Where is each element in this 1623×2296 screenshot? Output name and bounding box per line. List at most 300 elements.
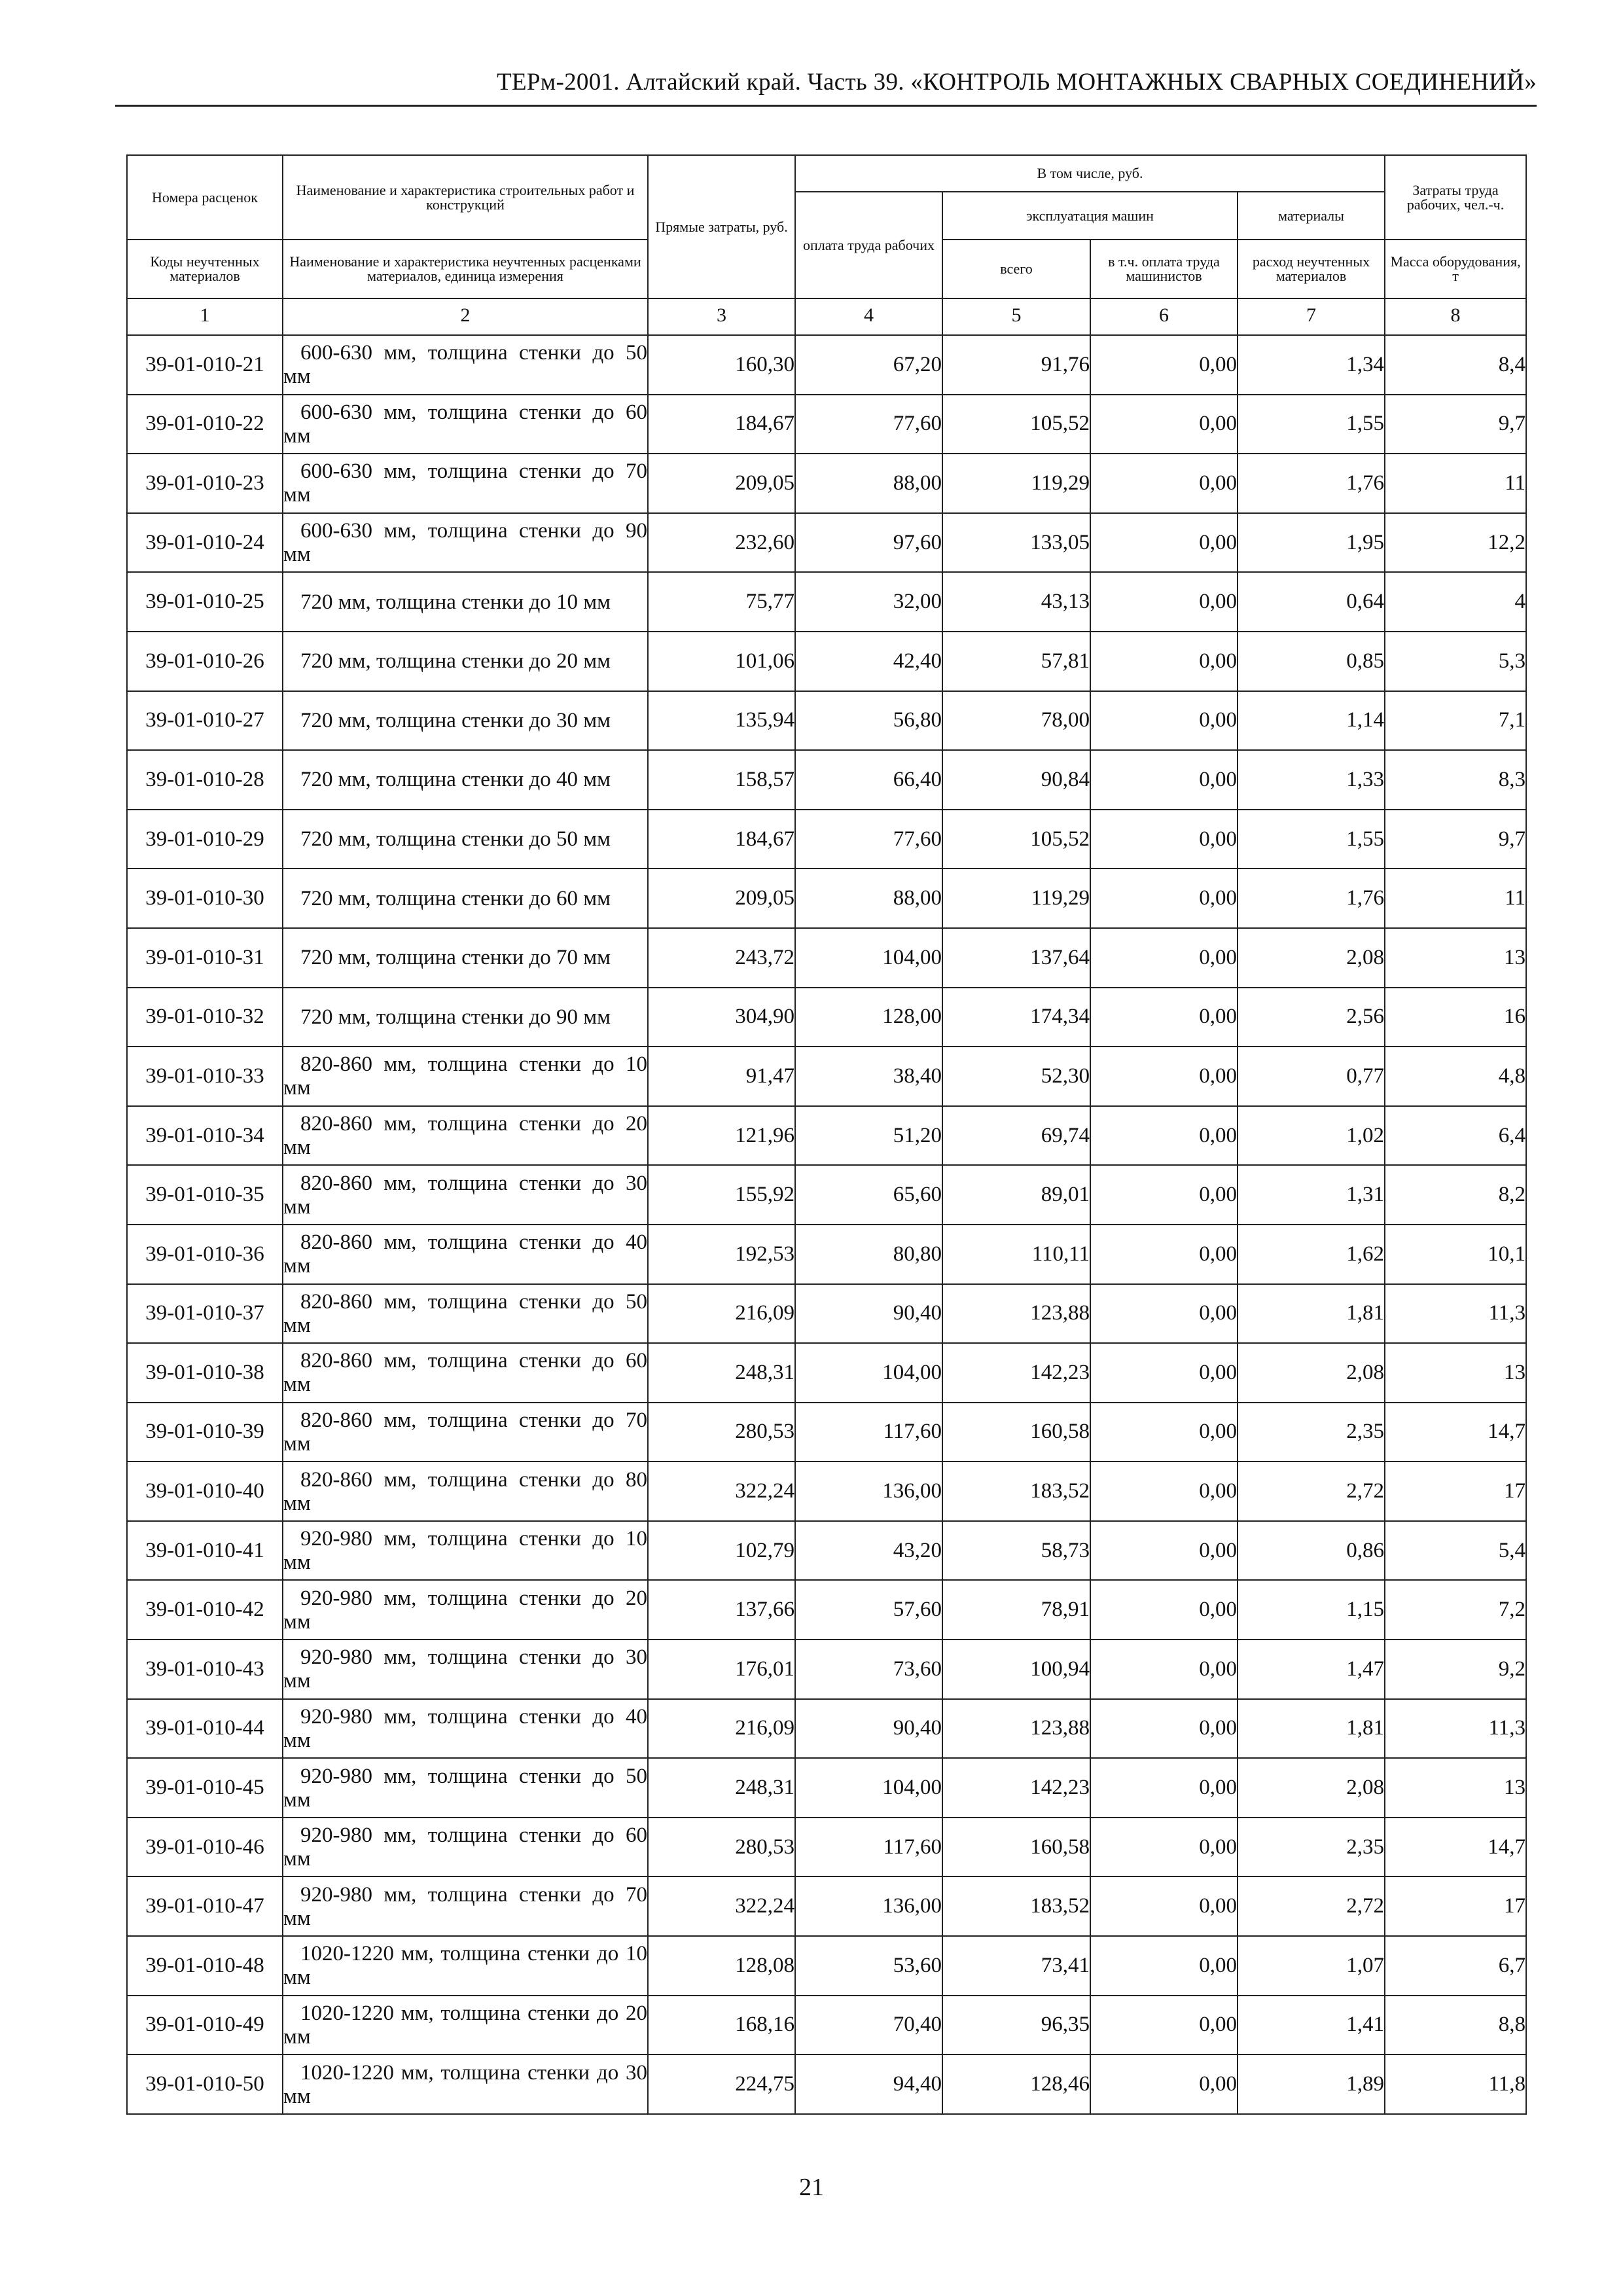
machines-total-cell: 69,74 <box>942 1106 1090 1166</box>
work-description-text: 720 мм, толщина стенки до 90 мм <box>300 1005 611 1029</box>
materials-cell: 1,31 <box>1238 1165 1385 1225</box>
machines-total-cell: 57,81 <box>942 632 1090 691</box>
operators-pay-cell: 0,00 <box>1090 632 1238 691</box>
machines-total-cell: 174,34 <box>942 988 1090 1047</box>
materials-cell: 1,81 <box>1238 1284 1385 1344</box>
table-row <box>127 335 1526 395</box>
labor-pay-cell: 136,00 <box>795 1462 942 1521</box>
labor-hours-cell: 13 <box>1385 1343 1526 1403</box>
materials-cell: 2,08 <box>1238 1758 1385 1818</box>
machines-total-cell: 119,29 <box>942 869 1090 928</box>
machines-total-cell: 183,52 <box>942 1462 1090 1521</box>
labor-pay-cell: 104,00 <box>795 928 942 988</box>
materials-cell: 2,35 <box>1238 1818 1385 1877</box>
labor-pay-cell: 94,40 <box>795 2054 942 2114</box>
work-description-text: 820-860 мм, толщина стенки до 50 мм <box>283 1289 647 1337</box>
work-description-text: 820-860 мм, толщина стенки до 20 мм <box>283 1112 647 1160</box>
work-description-text: 720 мм, толщина стенки до 70 мм <box>300 946 611 970</box>
labor-pay-cell: 43,20 <box>795 1521 942 1581</box>
rate-code-cell: 39-01-010-38 <box>127 1343 283 1403</box>
work-description-text: 720 мм, толщина стенки до 40 мм <box>300 768 611 792</box>
header-labor-pay: оплата труда рабочих <box>795 192 942 298</box>
labor-hours-cell: 8,8 <box>1385 1996 1526 2055</box>
machines-total-cell: 142,23 <box>942 1758 1090 1818</box>
rate-code-cell: 39-01-010-45 <box>127 1758 283 1818</box>
materials-cell: 0,85 <box>1238 632 1385 691</box>
header-including: В том числе, руб. <box>795 155 1385 192</box>
work-description-text: 720 мм, толщина стенки до 50 мм <box>300 827 611 852</box>
direct-costs-cell: 121,96 <box>648 1106 795 1166</box>
header-labor-costs: Затраты труда рабочих, чел.-ч. <box>1385 155 1526 240</box>
direct-costs-cell: 168,16 <box>648 1996 795 2055</box>
labor-pay-cell: 56,80 <box>795 691 942 751</box>
materials-cell: 0,77 <box>1238 1047 1385 1106</box>
table-row <box>127 750 1526 810</box>
header-work-name: Наименование и характеристика строительных работ и конструкций <box>283 155 648 240</box>
work-description-cell <box>283 335 648 395</box>
direct-costs-cell: 176,01 <box>648 1640 795 1699</box>
table-row <box>127 1936 1526 1996</box>
work-description-cell <box>283 1462 648 1521</box>
operators-pay-cell: 0,00 <box>1090 750 1238 810</box>
materials-cell: 2,72 <box>1238 1462 1385 1521</box>
rate-code-cell: 39-01-010-40 <box>127 1462 283 1521</box>
work-description-cell <box>283 1640 648 1699</box>
table-row <box>127 395 1526 454</box>
table-row <box>127 1876 1526 1936</box>
table-row <box>127 1758 1526 1818</box>
work-description-cell <box>283 572 648 632</box>
work-description-text: 600-630 мм, толщина стенки до 70 мм <box>283 459 647 507</box>
table-header <box>127 155 1526 335</box>
table-row <box>127 454 1526 513</box>
materials-cell: 1,62 <box>1238 1225 1385 1284</box>
work-description-text: 600-630 мм, толщина стенки до 50 мм <box>283 341 647 389</box>
labor-hours-cell: 9,7 <box>1385 810 1526 869</box>
direct-costs-cell: 160,30 <box>648 335 795 395</box>
direct-costs-cell: 322,24 <box>648 1462 795 1521</box>
header-rate-numbers: Номера расценок <box>127 155 283 240</box>
materials-cell: 1,76 <box>1238 869 1385 928</box>
operators-pay-cell: 0,00 <box>1090 2054 1238 2114</box>
labor-pay-cell: 90,40 <box>795 1699 942 1759</box>
work-description-cell <box>283 1403 648 1462</box>
operators-pay-cell: 0,00 <box>1090 1462 1238 1521</box>
table-body <box>127 335 1526 2114</box>
labor-pay-cell: 57,60 <box>795 1580 942 1640</box>
direct-costs-cell: 184,67 <box>648 395 795 454</box>
labor-pay-cell: 104,00 <box>795 1343 942 1403</box>
labor-hours-cell: 6,4 <box>1385 1106 1526 1166</box>
table-row <box>127 1284 1526 1344</box>
labor-hours-cell: 17 <box>1385 1462 1526 1521</box>
rate-code-cell: 39-01-010-46 <box>127 1818 283 1877</box>
table-row <box>127 1403 1526 1462</box>
work-description-cell <box>283 1876 648 1936</box>
direct-costs-cell: 232,60 <box>648 513 795 573</box>
labor-hours-cell: 16 <box>1385 988 1526 1047</box>
labor-hours-cell: 14,7 <box>1385 1818 1526 1877</box>
operators-pay-cell: 0,00 <box>1090 1876 1238 1936</box>
work-description-text: 920-980 мм, толщина стенки до 30 мм <box>283 1645 647 1693</box>
table-row <box>127 1580 1526 1640</box>
labor-pay-cell: 80,80 <box>795 1225 942 1284</box>
machines-total-cell: 78,91 <box>942 1580 1090 1640</box>
labor-pay-cell: 128,00 <box>795 988 942 1047</box>
work-description-cell <box>283 1758 648 1818</box>
labor-pay-cell: 77,60 <box>795 810 942 869</box>
header-divider <box>115 105 1537 107</box>
machines-total-cell: 142,23 <box>942 1343 1090 1403</box>
labor-pay-cell: 42,40 <box>795 632 942 691</box>
labor-hours-cell: 4,8 <box>1385 1047 1526 1106</box>
work-description-text: 600-630 мм, толщина стенки до 90 мм <box>283 519 647 567</box>
direct-costs-cell: 322,24 <box>648 1876 795 1936</box>
materials-cell: 1,55 <box>1238 810 1385 869</box>
direct-costs-cell: 135,94 <box>648 691 795 751</box>
materials-cell: 1,15 <box>1238 1580 1385 1640</box>
labor-hours-cell: 7,1 <box>1385 691 1526 751</box>
work-description-cell <box>283 1165 648 1225</box>
work-description-cell <box>283 869 648 928</box>
work-description-cell <box>283 1047 648 1106</box>
rate-code-cell: 39-01-010-34 <box>127 1106 283 1166</box>
labor-hours-cell: 13 <box>1385 1758 1526 1818</box>
labor-pay-cell: 38,40 <box>795 1047 942 1106</box>
labor-pay-cell: 117,60 <box>795 1818 942 1877</box>
work-description-cell <box>283 810 648 869</box>
labor-hours-cell: 14,7 <box>1385 1403 1526 1462</box>
labor-pay-cell: 70,40 <box>795 1996 942 2055</box>
header-direct-costs: Прямые затраты, руб. <box>648 155 795 298</box>
rate-code-cell: 39-01-010-44 <box>127 1699 283 1759</box>
rate-code-cell: 39-01-010-49 <box>127 1996 283 2055</box>
labor-hours-cell: 11,8 <box>1385 2054 1526 2114</box>
direct-costs-cell: 75,77 <box>648 572 795 632</box>
operators-pay-cell: 0,00 <box>1090 1818 1238 1877</box>
work-description-cell <box>283 454 648 513</box>
work-description-cell <box>283 928 648 988</box>
work-description-text: 920-980 мм, толщина стенки до 40 мм <box>283 1704 647 1752</box>
work-description-cell <box>283 513 648 573</box>
labor-pay-cell: 32,00 <box>795 572 942 632</box>
work-description-cell <box>283 1699 648 1759</box>
header-machine-operators: в т.ч. оплата труда машинистов <box>1090 240 1238 298</box>
materials-cell: 1,02 <box>1238 1106 1385 1166</box>
column-number: 2 <box>283 298 648 335</box>
work-description-text: 820-860 мм, толщина стенки до 80 мм <box>283 1467 647 1515</box>
rate-code-cell: 39-01-010-35 <box>127 1165 283 1225</box>
table-row <box>127 2054 1526 2114</box>
header-material-name: Наименование и характеристика неучтенных расценками материалов, единица измерения <box>283 240 648 298</box>
work-description-cell <box>283 691 648 751</box>
machines-total-cell: 123,88 <box>942 1284 1090 1344</box>
machines-total-cell: 58,73 <box>942 1521 1090 1581</box>
work-description-cell <box>283 1284 648 1344</box>
work-description-text: 1020-1220 мм, толщина стенки до 20 мм <box>283 2001 647 2049</box>
header-equipment-mass: Масса оборудования, т <box>1385 240 1526 298</box>
work-description-text: 1020-1220 мм, толщина стенки до 30 мм <box>283 2060 647 2108</box>
materials-cell: 1,14 <box>1238 691 1385 751</box>
direct-costs-cell: 248,31 <box>648 1343 795 1403</box>
table-row <box>127 1225 1526 1284</box>
table-row <box>127 1521 1526 1581</box>
header-materials-consumption: расход неучтенных материалов <box>1238 240 1385 298</box>
direct-costs-cell: 304,90 <box>648 988 795 1047</box>
table-row <box>127 1462 1526 1521</box>
machines-total-cell: 89,01 <box>942 1165 1090 1225</box>
labor-hours-cell: 17 <box>1385 1876 1526 1936</box>
operators-pay-cell: 0,00 <box>1090 335 1238 395</box>
machines-total-cell: 78,00 <box>942 691 1090 751</box>
operators-pay-cell: 0,00 <box>1090 1580 1238 1640</box>
work-description-text: 820-860 мм, толщина стенки до 30 мм <box>283 1171 647 1219</box>
column-number: 5 <box>942 298 1090 335</box>
work-description-text: 920-980 мм, толщина стенки до 20 мм <box>283 1586 647 1634</box>
table-row <box>127 1640 1526 1699</box>
operators-pay-cell: 0,00 <box>1090 869 1238 928</box>
work-description-text: 720 мм, толщина стенки до 10 мм <box>300 590 611 614</box>
labor-pay-cell: 53,60 <box>795 1936 942 1996</box>
table-row <box>127 1106 1526 1166</box>
materials-cell: 2,08 <box>1238 928 1385 988</box>
direct-costs-cell: 216,09 <box>648 1699 795 1759</box>
table-row <box>127 810 1526 869</box>
table-row <box>127 1343 1526 1403</box>
direct-costs-cell: 184,67 <box>648 810 795 869</box>
rate-code-cell: 39-01-010-26 <box>127 632 283 691</box>
labor-hours-cell: 9,7 <box>1385 395 1526 454</box>
rate-code-cell: 39-01-010-24 <box>127 513 283 573</box>
labor-hours-cell: 5,4 <box>1385 1521 1526 1581</box>
labor-pay-cell: 88,00 <box>795 869 942 928</box>
rate-code-cell: 39-01-010-41 <box>127 1521 283 1581</box>
work-description-cell <box>283 395 648 454</box>
table-row <box>127 1165 1526 1225</box>
direct-costs-cell: 158,57 <box>648 750 795 810</box>
labor-pay-cell: 73,60 <box>795 1640 942 1699</box>
table-row <box>127 988 1526 1047</box>
labor-hours-cell: 6,7 <box>1385 1936 1526 1996</box>
machines-total-cell: 183,52 <box>942 1876 1090 1936</box>
operators-pay-cell: 0,00 <box>1090 1936 1238 1996</box>
column-number: 4 <box>795 298 942 335</box>
labor-pay-cell: 88,00 <box>795 454 942 513</box>
table-row <box>127 1818 1526 1877</box>
page-number: 21 <box>799 2174 824 2201</box>
labor-hours-cell: 8,4 <box>1385 335 1526 395</box>
machines-total-cell: 128,46 <box>942 2054 1090 2114</box>
materials-cell: 1,55 <box>1238 395 1385 454</box>
operators-pay-cell: 0,00 <box>1090 1343 1238 1403</box>
rate-code-cell: 39-01-010-39 <box>127 1403 283 1462</box>
materials-cell: 1,81 <box>1238 1699 1385 1759</box>
direct-costs-cell: 91,47 <box>648 1047 795 1106</box>
machines-total-cell: 43,13 <box>942 572 1090 632</box>
direct-costs-cell: 243,72 <box>648 928 795 988</box>
materials-cell: 1,33 <box>1238 750 1385 810</box>
operators-pay-cell: 0,00 <box>1090 1996 1238 2055</box>
rate-code-cell: 39-01-010-47 <box>127 1876 283 1936</box>
labor-hours-cell: 5,3 <box>1385 632 1526 691</box>
rate-code-cell: 39-01-010-33 <box>127 1047 283 1106</box>
work-description-text: 820-860 мм, толщина стенки до 10 мм <box>283 1052 647 1100</box>
operators-pay-cell: 0,00 <box>1090 1225 1238 1284</box>
work-description-text: 920-980 мм, толщина стенки до 60 мм <box>283 1823 647 1871</box>
labor-pay-cell: 77,60 <box>795 395 942 454</box>
machines-total-cell: 96,35 <box>942 1996 1090 2055</box>
rate-code-cell: 39-01-010-27 <box>127 691 283 751</box>
operators-pay-cell: 0,00 <box>1090 513 1238 573</box>
operators-pay-cell: 0,00 <box>1090 1284 1238 1344</box>
direct-costs-cell: 137,66 <box>648 1580 795 1640</box>
table-row <box>127 1047 1526 1106</box>
rate-code-cell: 39-01-010-28 <box>127 750 283 810</box>
work-description-text: 920-980 мм, толщина стенки до 70 мм <box>283 1882 647 1930</box>
operators-pay-cell: 0,00 <box>1090 691 1238 751</box>
column-number: 3 <box>648 298 795 335</box>
work-description-text: 820-860 мм, толщина стенки до 40 мм <box>283 1230 647 1278</box>
price-table <box>126 154 1527 2115</box>
table-row <box>127 691 1526 751</box>
labor-pay-cell: 136,00 <box>795 1876 942 1936</box>
labor-pay-cell: 104,00 <box>795 1758 942 1818</box>
labor-pay-cell: 67,20 <box>795 335 942 395</box>
machines-total-cell: 90,84 <box>942 750 1090 810</box>
direct-costs-cell: 192,53 <box>648 1225 795 1284</box>
column-number: 8 <box>1385 298 1526 335</box>
operators-pay-cell: 0,00 <box>1090 810 1238 869</box>
labor-hours-cell: 9,2 <box>1385 1640 1526 1699</box>
rate-code-cell: 39-01-010-43 <box>127 1640 283 1699</box>
rate-code-cell: 39-01-010-50 <box>127 2054 283 2114</box>
materials-cell: 1,34 <box>1238 335 1385 395</box>
machines-total-cell: 160,58 <box>942 1818 1090 1877</box>
work-description-cell <box>283 750 648 810</box>
rate-code-cell: 39-01-010-22 <box>127 395 283 454</box>
labor-hours-cell: 13 <box>1385 928 1526 988</box>
machines-total-cell: 52,30 <box>942 1047 1090 1106</box>
operators-pay-cell: 0,00 <box>1090 1640 1238 1699</box>
rate-code-cell: 39-01-010-29 <box>127 810 283 869</box>
work-description-text: 820-860 мм, толщина стенки до 70 мм <box>283 1408 647 1456</box>
rate-code-cell: 39-01-010-42 <box>127 1580 283 1640</box>
work-description-text: 720 мм, толщина стенки до 30 мм <box>300 708 611 732</box>
work-description-text: 920-980 мм, толщина стенки до 10 мм <box>283 1527 647 1575</box>
table-row <box>127 928 1526 988</box>
rate-code-cell: 39-01-010-32 <box>127 988 283 1047</box>
labor-pay-cell: 117,60 <box>795 1403 942 1462</box>
direct-costs-cell: 280,53 <box>648 1818 795 1877</box>
machines-total-cell: 133,05 <box>942 513 1090 573</box>
operators-pay-cell: 0,00 <box>1090 1047 1238 1106</box>
table-row <box>127 1996 1526 2055</box>
direct-costs-cell: 128,08 <box>648 1936 795 1996</box>
materials-cell: 1,89 <box>1238 2054 1385 2114</box>
rate-code-cell: 39-01-010-25 <box>127 572 283 632</box>
work-description-cell <box>283 2054 648 2114</box>
labor-hours-cell: 7,2 <box>1385 1580 1526 1640</box>
column-number-row <box>127 298 1526 335</box>
rate-code-cell: 39-01-010-23 <box>127 454 283 513</box>
labor-hours-cell: 11,3 <box>1385 1284 1526 1344</box>
work-description-cell <box>283 1106 648 1166</box>
labor-hours-cell: 8,2 <box>1385 1165 1526 1225</box>
rate-code-cell: 39-01-010-31 <box>127 928 283 988</box>
operators-pay-cell: 0,00 <box>1090 1403 1238 1462</box>
machines-total-cell: 105,52 <box>942 810 1090 869</box>
operators-pay-cell: 0,00 <box>1090 1165 1238 1225</box>
direct-costs-cell: 216,09 <box>648 1284 795 1344</box>
rate-code-cell: 39-01-010-37 <box>127 1284 283 1344</box>
work-description-cell <box>283 1580 648 1640</box>
header-materials: материалы <box>1238 192 1385 240</box>
labor-hours-cell: 8,3 <box>1385 750 1526 810</box>
work-description-text: 820-860 мм, толщина стенки до 60 мм <box>283 1349 647 1397</box>
operators-pay-cell: 0,00 <box>1090 395 1238 454</box>
work-description-cell <box>283 1521 648 1581</box>
header-material-codes: Коды неучтенных материалов <box>127 240 283 298</box>
work-description-cell <box>283 1343 648 1403</box>
page-header-title: ТЕРм-2001. Алтайский край. Часть 39. «КОНТРОЛЬ МОНТАЖНЫХ СВАРНЫХ СОЕДИНЕНИЙ» <box>497 69 1537 96</box>
column-number: 6 <box>1090 298 1238 335</box>
column-number: 1 <box>127 298 283 335</box>
materials-cell: 0,64 <box>1238 572 1385 632</box>
labor-hours-cell: 10,1 <box>1385 1225 1526 1284</box>
operators-pay-cell: 0,00 <box>1090 1521 1238 1581</box>
machines-total-cell: 110,11 <box>942 1225 1090 1284</box>
table-row <box>127 1699 1526 1759</box>
labor-hours-cell: 4 <box>1385 572 1526 632</box>
direct-costs-cell: 209,05 <box>648 454 795 513</box>
direct-costs-cell: 102,79 <box>648 1521 795 1581</box>
machines-total-cell: 160,58 <box>942 1403 1090 1462</box>
operators-pay-cell: 0,00 <box>1090 1758 1238 1818</box>
operators-pay-cell: 0,00 <box>1090 454 1238 513</box>
work-description-cell <box>283 1996 648 2055</box>
materials-cell: 2,08 <box>1238 1343 1385 1403</box>
direct-costs-cell: 155,92 <box>648 1165 795 1225</box>
work-description-text: 600-630 мм, толщина стенки до 60 мм <box>283 400 647 448</box>
labor-hours-cell: 11,3 <box>1385 1699 1526 1759</box>
labor-pay-cell: 90,40 <box>795 1284 942 1344</box>
materials-cell: 1,07 <box>1238 1936 1385 1996</box>
labor-hours-cell: 11 <box>1385 454 1526 513</box>
rate-code-cell: 39-01-010-36 <box>127 1225 283 1284</box>
direct-costs-cell: 209,05 <box>648 869 795 928</box>
direct-costs-cell: 248,31 <box>648 1758 795 1818</box>
labor-pay-cell: 65,60 <box>795 1165 942 1225</box>
materials-cell: 1,47 <box>1238 1640 1385 1699</box>
operators-pay-cell: 0,00 <box>1090 928 1238 988</box>
rate-code-cell: 39-01-010-48 <box>127 1936 283 1996</box>
materials-cell: 2,56 <box>1238 988 1385 1047</box>
table-row <box>127 513 1526 573</box>
machines-total-cell: 73,41 <box>942 1936 1090 1996</box>
direct-costs-cell: 280,53 <box>648 1403 795 1462</box>
work-description-cell <box>283 632 648 691</box>
work-description-cell <box>283 1936 648 1996</box>
labor-pay-cell: 97,60 <box>795 513 942 573</box>
materials-cell: 0,86 <box>1238 1521 1385 1581</box>
work-description-text: 720 мм, толщина стенки до 20 мм <box>300 649 611 673</box>
operators-pay-cell: 0,00 <box>1090 988 1238 1047</box>
rate-code-cell: 39-01-010-30 <box>127 869 283 928</box>
labor-pay-cell: 51,20 <box>795 1106 942 1166</box>
operators-pay-cell: 0,00 <box>1090 1699 1238 1759</box>
machines-total-cell: 123,88 <box>942 1699 1090 1759</box>
machines-total-cell: 119,29 <box>942 454 1090 513</box>
